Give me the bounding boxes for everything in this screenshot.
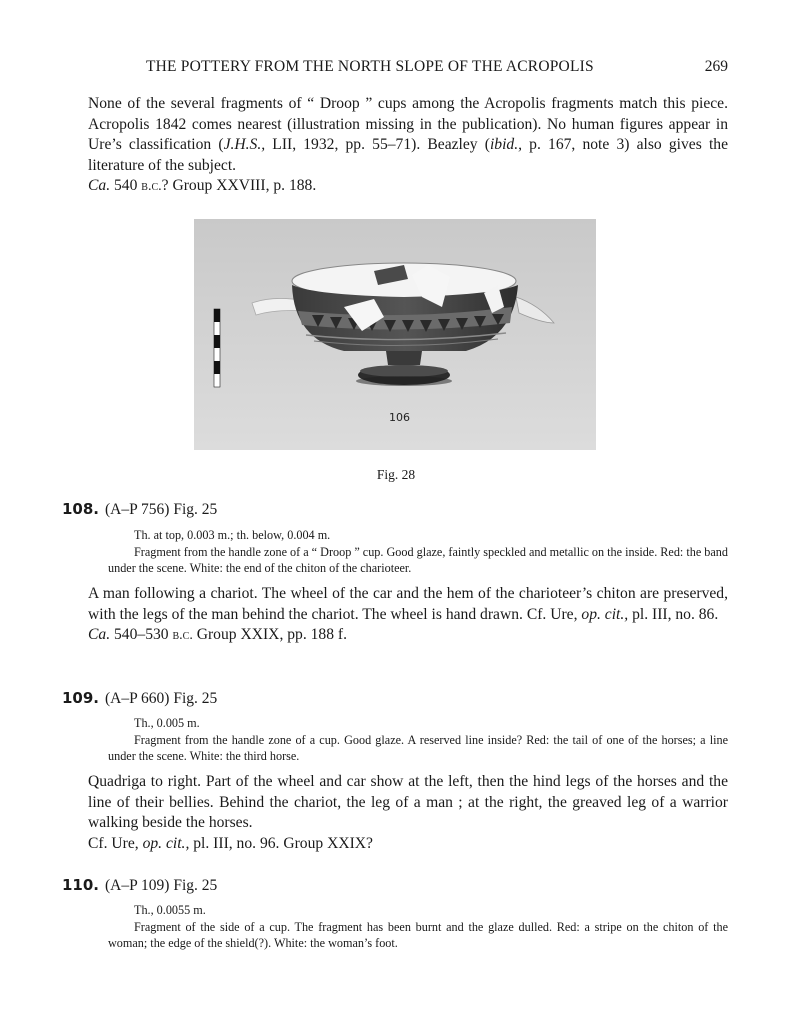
entry-heading-text: (A–P 660) Fig. 25: [105, 690, 218, 707]
intro-text-a: None of the several fragments of “ Droop ” cups among the Acropolis fragments match this piece. Acropolis 1842 comes nearest (illustration missing in the publication). No human figures appear in Ure’s classification (: [88, 95, 728, 153]
entry-cf-b: pl. III, no. 96. Group XXIX?: [189, 834, 373, 852]
entry-109-heading: [62, 689, 217, 708]
entry-date-num: 540–530: [110, 626, 173, 643]
intro-text-c: p. 167, note 3) also gives the literature of the subject.: [88, 136, 729, 174]
entry-description: Fragment from the handle zone of a cup. Good glaze. A reserved line inside? Red: the tail of one of the horses; a line under the scene. White: the third horse.: [108, 732, 728, 763]
entry-date-ca: Ca.: [88, 626, 111, 643]
running-head: [88, 58, 728, 80]
entry-number: 110.: [62, 876, 100, 894]
figure-label: 106: [389, 411, 410, 424]
entry-108-details: [108, 527, 728, 577]
figure-caption: Fig. 28: [376, 467, 416, 482]
intro-text-b: LII, 1932, pp. 55–71). Beazley (: [265, 136, 490, 153]
page-number: 269: [704, 58, 728, 75]
entry-heading-text: (A–P 756) Fig. 25: [105, 501, 218, 518]
entry-text-b: pl. III, no. 86.: [628, 605, 719, 623]
intro-date-rest: ? Group XXVIII, p. 188.: [161, 177, 317, 194]
entry-108-text: [88, 584, 728, 647]
entry-date-bc: b.c.: [172, 628, 193, 643]
entry-ref: op. cit.,: [581, 605, 629, 623]
entry-110-heading: [62, 876, 217, 895]
entry-cf-ref: op. cit.,: [142, 834, 190, 852]
entry-measure: Th. at top, 0.003 m.; th. below, 0.004 m.: [134, 528, 331, 542]
entry-108-heading: [62, 500, 217, 519]
droop-cup-illustration: [194, 219, 596, 450]
entry-number: 108.: [62, 500, 100, 518]
intro-section: [88, 94, 728, 198]
intro-ibid: ibid.,: [489, 136, 523, 153]
entry-cf: [88, 834, 728, 855]
entry-109-text: [88, 772, 728, 854]
entry-measure: Th., 0.005 m.: [134, 716, 200, 730]
scale-bar: [214, 309, 220, 387]
entry-heading-text: (A–P 109) Fig. 25: [105, 877, 218, 894]
running-title: THE POTTERY FROM THE NORTH SLOPE OF THE ACROPOLIS: [146, 58, 594, 75]
intro-date-num: 540: [110, 177, 142, 194]
intro-dating: [88, 176, 728, 198]
entry-dating: [88, 625, 728, 647]
entry-text-a: A man following a chariot. The wheel of the car and the hem of the charioteer’s chiton are preserved, with the legs of the man behind the chariot. The wheel is hand drawn. Cf. Ure,: [88, 585, 728, 623]
entry-measure: Th., 0.0055 m.: [134, 903, 206, 917]
entry-number: 109.: [62, 689, 100, 707]
entry-109-details: [108, 715, 728, 765]
entry-110-details: [108, 902, 728, 952]
entry-description: Fragment from the handle zone of a “ Droop ” cup. Good glaze, faintly speckled and metallic on the inside. Red: the band under the scene. White: the end of the chiton of the charioteer.: [108, 544, 728, 575]
intro-date-bc: b.c.: [141, 179, 162, 194]
entry-date-rest: Group XXIX, pp. 188 f.: [192, 626, 348, 643]
entry-paragraph: [88, 584, 728, 625]
entry-description: Fragment of the side of a cup. The fragment has been burnt and the glaze dulled. Red: a stripe on the chiton of the woman; the edge of the shield(?). White: the woman’s foot.: [108, 919, 728, 950]
entry-cf-a: Cf. Ure,: [88, 834, 143, 852]
intro-ref: J.H.S.,: [223, 136, 266, 153]
intro-paragraph: [88, 94, 728, 176]
intro-date-ca: Ca.: [88, 177, 111, 194]
entry-paragraph: Quadriga to right. Part of the wheel and car show at the left, then the hind legs of the horses and the line of their bellies. Behind the chariot, the leg of a man ; at the right, the greaved leg of a warrior walking beside the horses.: [88, 773, 728, 831]
figure-photo: [194, 219, 596, 450]
